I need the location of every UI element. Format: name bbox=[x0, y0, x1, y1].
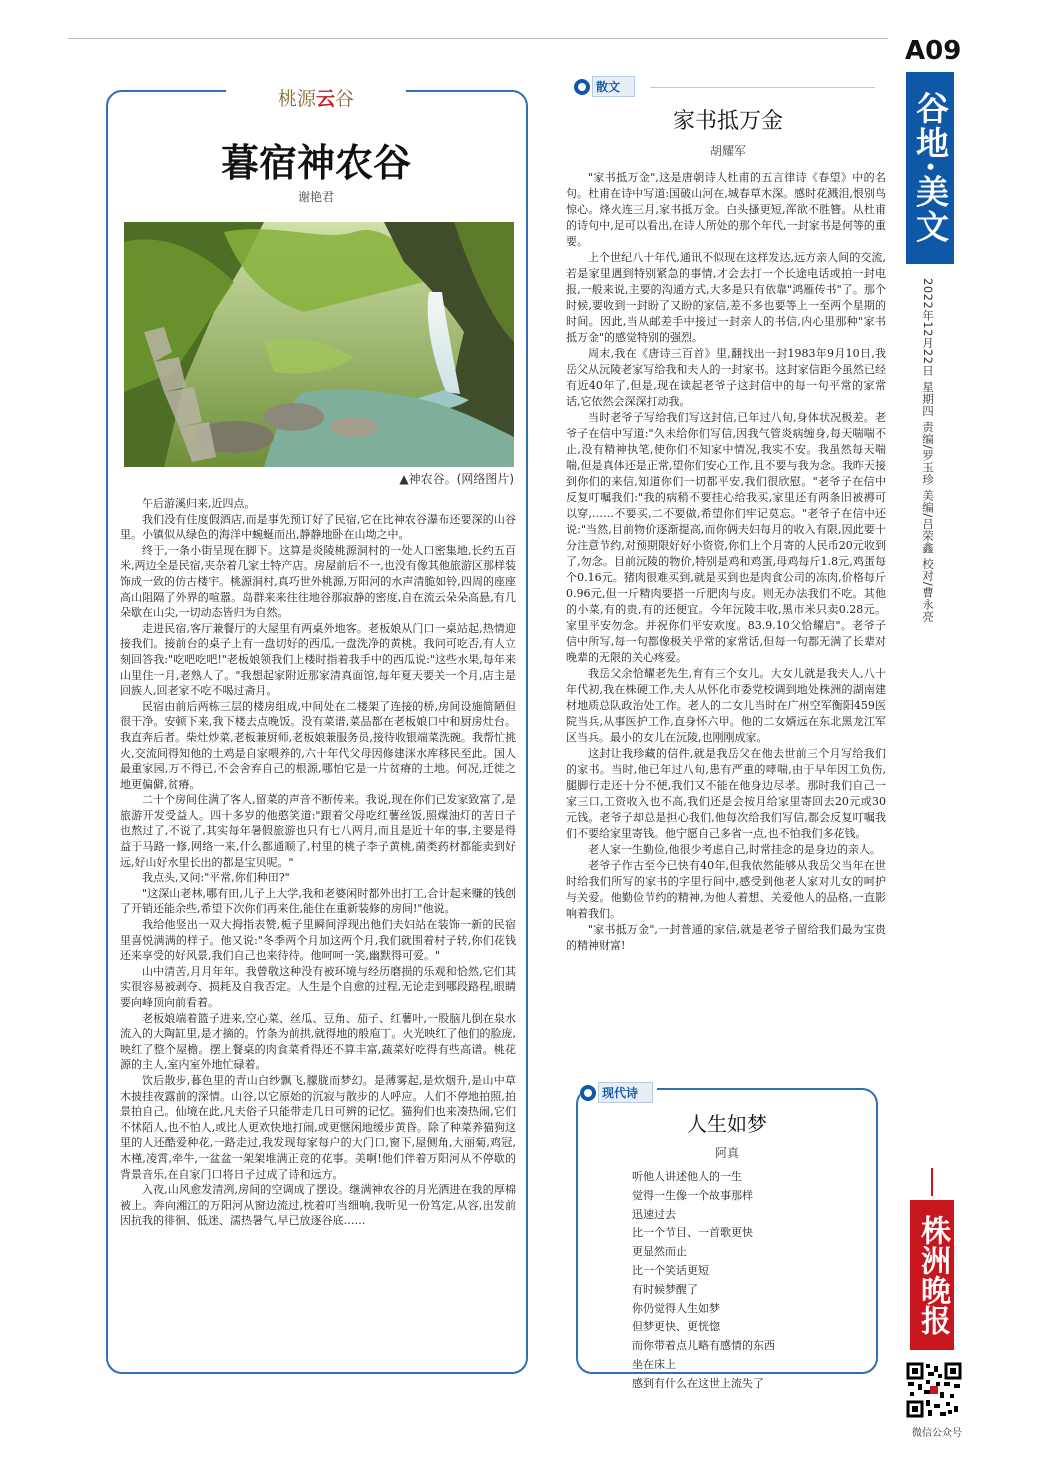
article-author: 谢艳君 bbox=[297, 190, 334, 204]
column-logo-suffix: 谷 bbox=[335, 88, 355, 110]
paragraph: "这深山老林,哪有田,儿子上大学,我和老婆闲时都外出打工,合计起来赚的钱创了开销还能余些,希望下次你们再来住,能住在重新装修的房间!"他说。 bbox=[120, 886, 516, 916]
poem-tag bbox=[580, 1082, 657, 1102]
poem-line: 感到有什么在这世上流失了 bbox=[632, 1376, 764, 1390]
page-number: A09 bbox=[905, 36, 962, 66]
article-author: 胡耀军 bbox=[709, 144, 746, 158]
poem-line: 比一个笑话更短 bbox=[632, 1263, 709, 1277]
poem-tag-label: 现代诗 bbox=[598, 1082, 653, 1103]
column-logo-prefix: 桃源 bbox=[277, 88, 316, 110]
column-logo bbox=[226, 82, 406, 116]
paragraph: 老人家一生勤俭,他很少考虑自己,时常挂念的是身边的亲人。 bbox=[588, 843, 881, 856]
paragraph: 老爷子作古至今已快有40年,但我依然能够从我岳父当年在世时给我们所写的家书的字里行间中,感受到他老人家对儿女的呵护与关爱。他勤俭节约的精神,为他人着想、关爱他人的品格,一直影响着我们。 bbox=[566, 859, 886, 920]
paragraph: 上个世纪八十年代,通讯不似现在这样发达,远方亲人间的交流,若是家里遇到特别紧急的事情,才会去打一个长途电话或拍一封电报,一般来说,主要的沟通方式,大多是只有依靠"鸿雁传书"了。那个时候,要收到一封盼了又盼的家信,差不多也要等上一至两个星期的时间。因此,当从邮差手中接过一封亲人的书信,内心里那种"家书抵万金"的感觉特别的强烈。 bbox=[566, 251, 886, 344]
paper-logo: 株洲晚报 bbox=[910, 1200, 954, 1350]
poem-line: 更显然而止 bbox=[632, 1245, 687, 1259]
poem-author: 阿真 bbox=[714, 1146, 739, 1160]
article-body bbox=[566, 170, 886, 954]
paragraph: 二十个房间住满了客人,留菜的声音不断传来。我说,现在你们已发家致富了,是旅游开发受益人。四十多岁的他憨笑道:"跟着父母吃红薯丝饭,照煤油灯的苦日子也熬过了,不说了,其实每年暑假旅游也只有七八两月,而且是近十年的事,主要是得益于马路一修,网络一来,什么都通顺了,村里的桃子李子黄桃,菌类药材都能卖到好远,好山好水里长出的都是宝贝呢。" bbox=[120, 793, 516, 869]
column-logo-red: 云 bbox=[315, 88, 335, 110]
poem-line: 觉得一生像一个故事那样 bbox=[632, 1188, 753, 1202]
circle-bullet-icon bbox=[574, 79, 590, 95]
paragraph: 午后游溪归来,近四点。 bbox=[142, 497, 256, 510]
paragraph: 我岳父余恰耀老先生,育有三个女儿。大女儿就是我夫人,八十年代初,我在株硬工作,夫人从怀化市委党校调到地处株洲的湖南建材地质总队政治处工作。老人的二女儿当时在广州空军衡阳459医院当兵,从事医护工作,直身怀六甲。他的二女婿远在东北黑龙江军区当兵。最小的女儿在沅陵,也刚刚成家。 bbox=[566, 667, 886, 744]
qr-label: 微信公众号 bbox=[912, 1428, 962, 1439]
paragraph: 我给他竖出一双大拇指表赞,栀子里瞬间浮现出他们夫妇站在装饰一新的民宿里喜悦满满的样子。他又说:"冬季两个月加这两个月,我们就围着村子转,你们花钱还来享受的好风景,我们自己也来待待。他呵呵一笑,幽默得可爱。" bbox=[120, 918, 516, 963]
prose-tag bbox=[574, 76, 635, 96]
paragraph: 民宿由前后两栋三层的楼房组成,中间处在二楼架了连接的桥,房间设施简陋但很干净。安顿下来,我下楼去点晚饭。没有菜谱,菜品都在老板娘口中和厨房灶台。我直奔后者。柴灶炒菜,老板兼厨师,老板娘兼服务员,接待收银端菜洗碗。我帮忙挑火,交流间得知他的土鸡是自家喂养的,六十年代父母因修建洣水库移民至此。国人最重家园,万不得已,不会舍弃自己的根源,哪怕它是一片贫瘠的土地。何况,迁徙之地更偏僻,贫瘠。 bbox=[120, 699, 516, 791]
paragraph: "家书抵万金",这是唐朝诗人杜甫的五言律诗《春望》中的名句。杜甫在诗中写道:国破山河在,城春草木深。感时花溅泪,恨别鸟惊心。烽火连三月,家书抵万金。白头搔更短,浑欲不胜簪。从杜甫的诗句中,足可以看出,在诗人所处的那个年代,一封家书是何等的重要。 bbox=[566, 171, 886, 248]
issue-info: 2022年12月22日 星期四 责编/罗玉珍 美编/吕荣鑫 校对/曹永亮 bbox=[921, 278, 935, 623]
prose-tag-divider bbox=[650, 87, 875, 88]
prose-tag-label: 散文 bbox=[592, 76, 635, 97]
paragraph: "家书抵万金",一封普通的家信,就是老爷子留给我们最为宝贵的精神财富! bbox=[566, 923, 886, 952]
paragraph: 走进民宿,客厅兼餐厅的大屋里有两桌外地客。老板娘从门口一桌站起,热情迎接我们。接前台的桌子上有一盘切好的西瓜,一盘洗净的黄桃。我问可吃否,有人立刻回答我:"吃吧吃吧!"老板娘领我们上楼时指着我手中的西瓜说:"这些水果,每年来山里住一月,老熟人了。"我想起家附近那家清真面馆,每年夏天要关一个月,店主是回族人,回老家不吃不喝过斋月。 bbox=[120, 621, 516, 698]
poem-line: 但梦更快、更恍惚 bbox=[632, 1320, 720, 1334]
poem-line: 而你带着点儿略有感情的东西 bbox=[632, 1339, 775, 1353]
paragraph: 入夜,山风愈发清冽,房间的空调成了摆设。继满神农谷的月光洒进在我的厚棉被上。奔向湘江的万阳河从窗边流过,枕着叮当细响,我听见一份笃定,从容,出发前因抗我的徘徊、低迷、濡热暑气,早已放逐谷底…… bbox=[120, 1183, 516, 1228]
photo-caption: ▲神农谷。(网络图片) bbox=[399, 472, 514, 486]
poem-line: 比一个节目、一首歌更快 bbox=[632, 1226, 753, 1240]
poem-line: 听他人讲述他人的一生 bbox=[632, 1170, 742, 1183]
qr-code-icon[interactable] bbox=[906, 1362, 962, 1418]
circle-bullet-icon bbox=[580, 1085, 596, 1101]
poem-title: 人生如梦 bbox=[687, 1112, 767, 1136]
logo-divider bbox=[931, 1168, 933, 1196]
section-title: 谷地·美文 bbox=[906, 72, 954, 264]
paragraph: 饮后散步,暮色里的青山白纱飘飞,朦胧而梦幻。是薄雾起,是炊烟升,是山中草木披挂夜露前的深情。山谷,以它原始的沉寂与散步的人呼应。人们不停地拍照,拍景拍自己。仙境在此,凡夫俗子只能带走几日可辨的记忆。猫狗们也来凑热闹,它们不怵陌人,也不怕人,或比人更欢快地打闹,或更惬闲地缓步黄昏。除了种菜养猫狗这里的人还酷爱种花,一路走过,我发现每家每户的大门口,窗下,屋侧角,大丽菊,鸡冠,木槿,凌霄,牵牛,一盆盆一架架堆满正竞的花事。美啊!他们伴着万阳河从不停歇的背景音乐,在自家门口将日子过成了诗和远方。 bbox=[120, 1073, 516, 1181]
paragraph: 这封让我珍藏的信件,就是我岳父在他去世前三个月写给我们的家书。当时,他已年过八旬,患有严重的哮喘,由于早年因工负伤,腿脚行走还十分不便,我们又不能在他身边尽孝。那时我们自己一家三口,工资收入也不高,我们还是会按月给家里寄回去20元或30元钱。老爷子却总是担心我们,他每次给我们写信,都会反复叮嘱我们不要给家里寄钱。他宁愿自己多省一点,也不怕我们多花钱。 bbox=[566, 747, 886, 840]
paragraph: 终于,一条小街呈现在脚下。这算是炎陵桃源洞村的一处人口密集地,长约五百米,两边全是民宿,夹杂着几家土特产店。房屋前后不一,也没有像其他旅游区那样装饰成一致的仿古楼宇。桃源洞村,真巧世外桃源,万阳河的水声清脆如铃,四周的座座高山阻隔了外界的喧嚣。岛群来来往往地谷那寂静的密度,自在流云朵朵高悬,有几朵歇在山尖,一切动态皆归为自然。 bbox=[120, 543, 516, 620]
waterfall-photo bbox=[124, 222, 514, 467]
paragraph: 周末,我在《唐诗三百首》里,翻找出一封1983年9月10日,我岳父从沅陵老家写给我和夫人的一封家书。这封家信距今虽然已经有近40年了,但是,现在读起老爷子这封信中的每一句平常的家常话,它依然会深深打动我。 bbox=[566, 347, 886, 408]
article-title: 家书抵万金 bbox=[672, 109, 783, 134]
poem-line: 你仍觉得人生如梦 bbox=[632, 1301, 720, 1315]
top-divider bbox=[68, 38, 888, 39]
paragraph: 我们没有住度假酒店,而是事先预订好了民宿,它在比神农谷瀑布还要深的山谷里。小镇似从绿色的海洋中蜿蜒而出,静静地卧在山坳之中。 bbox=[120, 512, 516, 542]
poem-line: 坐在床上 bbox=[632, 1357, 676, 1371]
paragraph: 当时老爷子写给我们写这封信,已年过八旬,身体状况极差。老爷子在信中写道:"久未给你们写信,因我气管炎病缠身,每天喘喘不止,没有精神执笔,使你们不知家中情况,我实不安。我虽然每天喘喘,但是真体还是正常,望你们安心工作,且不要与我为念。我昨天接到你们的来信,知道你们一切都平安,我们很欣慰。"老爷子在信中反复叮嘱我们:"我的病稍不要挂心给我买,家里还有两条旧被褥可以穿,……不要买,二不要做,希望你们牢记莫忘。"老爷子在信中还说:"当然,目前物价逐渐提高,而你俩夫妇每月的收入有限,因此要十分注意节约,对预期限好好小资资,你们上个月寄的人民币20元收到了,勿念。目前沅陵的物价,特别是鸡和鸡蛋,母鸡每斤1.8元,鸡蛋每个0.16元。猪肉很难买到,就是买到也是肉食公司的冻肉,价格每斤0.96元,但一斤精肉要搭一斤肥肉与皮。则无办法我们不吃。其他的小菜,有的贵,有的还便宜。今年沅陵丰收,黑市米只卖0.28元。家里平安勿念。并祝你们平安欢度。83.9.10父恰耀启"。老爷子信中所写,每一句都像极关乎常的家常话,但每一句都无满了长辈对晚辈的无限的关心疼爱。 bbox=[566, 411, 886, 664]
poem-body bbox=[632, 1168, 862, 1394]
paragraph: 老板娘端着篮子进来,空心菜、丝瓜、豆角、茄子、红薯叶,一股脑儿倒在泉水流入的大陶缸里,是才摘的。竹条为前拱,就得地的般庖丁。火光映红了他们的脸庞,映红了整个屋檐。摆上餐桌的肉食菜肴得还不算丰富,蔬菜好吃得有些高谱。桃花源的主人,室内室外地忙碌着。 bbox=[120, 1011, 516, 1072]
article-body bbox=[120, 496, 516, 1229]
paragraph: 我点头,又问:"平常,你们种田?" bbox=[142, 871, 290, 885]
poem-line: 有时候梦醒了 bbox=[632, 1282, 698, 1296]
poem-line: 迅速过去 bbox=[632, 1207, 676, 1221]
article-title: 暮宿神农谷 bbox=[220, 140, 411, 185]
paragraph: 山中清苦,月月年年。我曾敬这种没有被环境与经历磨损的乐观和恰然,它们其实很容易被剥夺、损耗及自我否定。人生是个自愈的过程,无论走到哪段路程,眼睛要向峰顶向前看着。 bbox=[120, 964, 516, 1009]
